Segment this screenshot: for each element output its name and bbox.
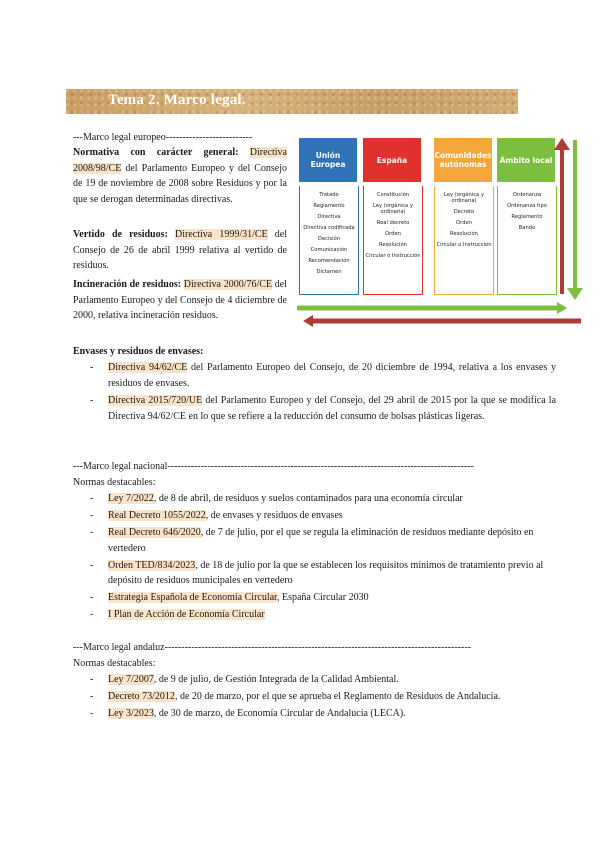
dash-marker: -: [90, 362, 94, 373]
column-item: Recomendación: [308, 258, 350, 264]
national-intro: Normas destacables:: [73, 477, 156, 488]
dash-marker: -: [90, 527, 94, 538]
european-heading: ---Marco legal europeo--------------------------: [73, 132, 253, 143]
directive-2000-text: del Parlamento Europeo y del Consejo de 4 diciembre de 2000, relativa incineración residuos.: [73, 279, 288, 321]
column-item: Orden: [385, 231, 401, 237]
envases-label: [73, 344, 533, 360]
column-item: Ordenanza: [512, 192, 542, 198]
national-item-link[interactable]: Orden TED/834/2023: [108, 559, 196, 571]
dash-marker: -: [90, 395, 94, 406]
list-item: [90, 607, 556, 623]
normativa-paragraph: [73, 145, 287, 207]
column-item: Bando: [518, 225, 536, 231]
column-item: Orden: [456, 220, 472, 226]
national-item-text: , de envases y residuos de envases: [205, 510, 343, 521]
column-item: Decreto: [453, 209, 475, 215]
envases-label-text: Envases y residuos de envases:: [73, 346, 204, 357]
list-item: [90, 558, 556, 589]
column-item: Comunicación: [310, 247, 348, 253]
dash-marker: -: [90, 592, 94, 603]
column-item: Dictamen: [316, 269, 342, 275]
incineracion-label: Incineración de residuos:: [73, 279, 182, 290]
andalusia-heading: ---Marco legal andaluz--------------------------------------------------------------------------------------------: [73, 642, 471, 653]
national-item-link[interactable]: Estrategia Española de Economía Circular: [108, 592, 277, 603]
national-item-link[interactable]: I Plan de Acción de Economía Circular: [108, 609, 265, 620]
national-item-text: , España Circular 2030: [276, 592, 369, 603]
list-item: [90, 393, 557, 424]
normativa-label: Normativa con carácter general:: [73, 147, 239, 158]
list-item: [90, 689, 556, 705]
andalusia-item-text: , de 30 de marzo, de Economía Circular de Andalucía (LECA).: [153, 708, 406, 719]
column-item: Circular o Instrucción: [365, 253, 421, 259]
andalusia-item-link[interactable]: Ley 3/2023: [108, 708, 154, 719]
column-item: Ley (orgánica y ordinaria): [373, 203, 413, 215]
dash-marker: -: [90, 559, 94, 571]
dash-marker: -: [90, 493, 94, 504]
directive-1999-link[interactable]: Directiva 1999/31/CE: [174, 229, 268, 240]
andalusia-item-link[interactable]: Ley 7/2007: [108, 674, 154, 685]
horizontal-arrow-head: [557, 302, 567, 314]
directive-2000-link[interactable]: Directiva 2000/76/CE: [183, 279, 273, 290]
national-item-link[interactable]: Ley 7/2022: [108, 493, 154, 504]
column-item: Resolución: [379, 242, 407, 248]
directive-1999-text: del Consejo de 26 de abril 1999 relativa al vertido de residuos.: [73, 229, 288, 271]
envases-item-text: del Parlamento Europeo del Consejo, de 20 diciembre de 1994, relativa a los envases y residuos de envases.: [108, 362, 556, 389]
column-item: Ordenanza tipo: [507, 203, 547, 209]
national-item-text: , de 18 de julio por la que se establecen los requisitos mínimos de tratamiento previo al depósito de residuos municipales en vertedero: [108, 559, 544, 586]
dash-marker: -: [90, 708, 94, 719]
national-item-link[interactable]: Real Decreto 646/2020: [108, 527, 201, 538]
dash-marker: -: [90, 510, 94, 521]
column-item: Constitución: [376, 192, 410, 198]
vertido-label: Vertido de residuos:: [73, 229, 168, 240]
national-item-text: , de 7 de julio, por el que se regula la eliminación de residuos mediante depósito en vertedero: [108, 527, 534, 554]
column-item: Directiva codificada: [303, 225, 355, 231]
list-item: [90, 360, 556, 391]
page-title: Tema 2. Marco legal.: [108, 92, 246, 108]
column-item: Reglamento: [313, 203, 345, 209]
andalusia-item-text: , de 9 de julio, de Gestión Integrada de la Calidad Ambiental.: [153, 674, 399, 685]
envases-item-link[interactable]: Directiva 2015/720/UE: [108, 395, 203, 406]
diagram-arrows: [295, 134, 585, 330]
andalusia-intro: Normas destacables:: [73, 658, 156, 669]
list-item: [90, 525, 556, 556]
list-item: [90, 508, 556, 524]
column-item: Ley (orgánica y ordinaria): [444, 192, 484, 204]
vertido-paragraph: [73, 227, 287, 274]
column-item: Directiva: [317, 214, 341, 220]
directive-2008-link[interactable]: Directiva 2008/98/CE: [73, 147, 287, 174]
column-title: Unión Europea: [310, 151, 346, 169]
legal-hierarchy-diagram: [295, 134, 585, 330]
national-list: [90, 491, 556, 624]
dash-marker: -: [90, 674, 94, 685]
column-title: Comunidades autónomas: [434, 151, 492, 169]
horizontal-red-arrow-head: [303, 315, 313, 327]
andalusia-item-text: , de 20 de marzo, por el que se aprueba el Reglamento de Residuos de Andalucía.: [174, 691, 501, 702]
column-item: Decisión: [317, 236, 341, 242]
envases-item-text: del Parlamento Europeo y del Consejo, del 29 abril de 2015 por la que se modifica la Directiva 94/62/CE en lo que se refiere a la reducción del consumo de bolsas plásticas ligeras.: [108, 395, 557, 422]
column-item: Resolución: [450, 231, 478, 237]
dash-marker: -: [90, 691, 94, 702]
vertical-red-arrow-head: [554, 138, 570, 150]
national-item-link[interactable]: Real Decreto 1055/2022: [108, 510, 206, 521]
directive-2008-text: del Parlamento Europeo y del Consejo de 19 de noviembre de 2008 sobre Residuos y por la que se derogan determinadas directivas.: [73, 162, 288, 205]
envases-item-link[interactable]: Directiva 94/62/CE: [108, 362, 188, 373]
list-item: [90, 672, 556, 688]
column-item: Real decreto: [376, 220, 410, 226]
list-item: [90, 706, 556, 722]
column-item: Circular o Instrucción: [436, 242, 492, 248]
national-heading: ---Marco legal nacional--------------------------------------------------------------------------------------------: [73, 461, 474, 472]
column-title: Ámbito local: [499, 155, 553, 165]
list-item: [90, 491, 556, 507]
dash-marker: -: [90, 609, 94, 620]
column-title: España: [376, 155, 408, 165]
vertical-arrow-head: [567, 288, 583, 300]
incineracion-paragraph: [73, 277, 287, 324]
list-item: [90, 590, 556, 606]
column-item: Reglamento: [511, 214, 543, 220]
column-item: Tratado: [319, 192, 339, 198]
national-item-text: , de 8 de abril, de residuos y suelos contaminados para una economía circular: [153, 493, 463, 504]
andalusia-list: [90, 672, 556, 723]
envases-list: [90, 360, 557, 424]
andalusia-item-link[interactable]: Decreto 73/2012: [108, 691, 175, 702]
